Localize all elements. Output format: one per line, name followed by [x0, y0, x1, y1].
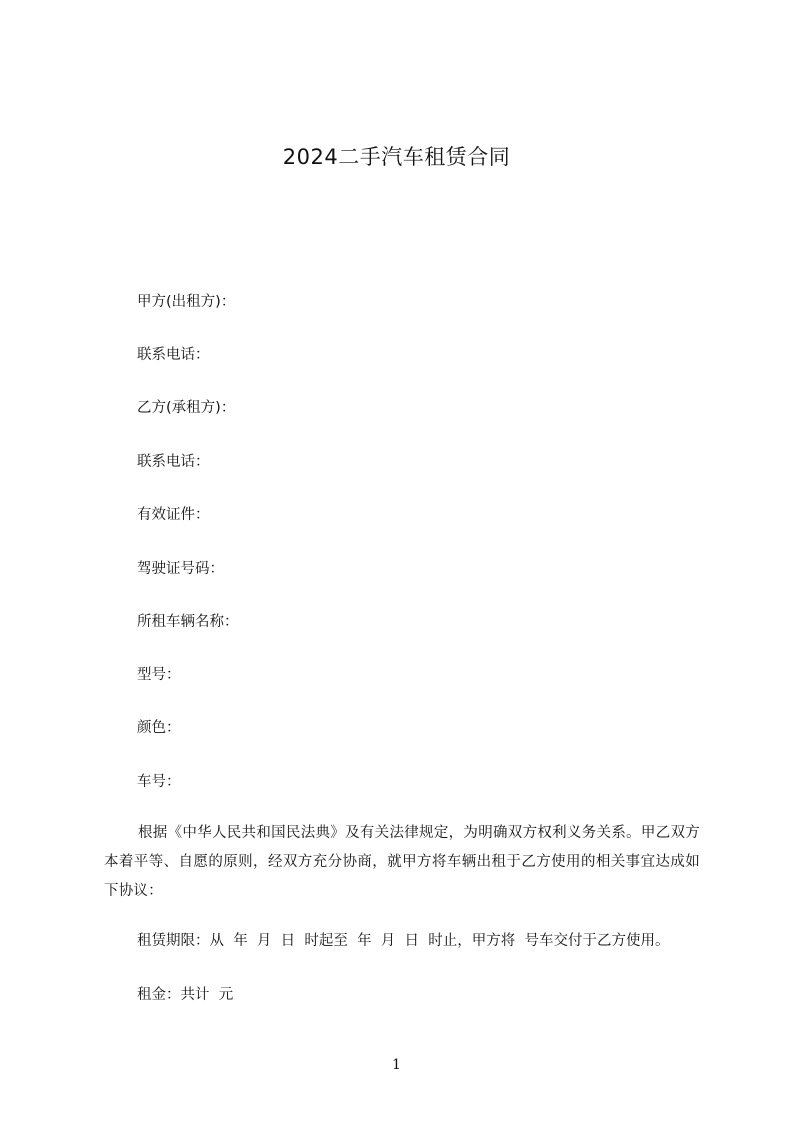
rent-clause: 租金：共计 元: [137, 987, 234, 1003]
lease-term-clause: 租赁期限：从 年 月 日 时起至 年 月 日 时止，甲方将 号车交付于乙方使用。: [137, 933, 670, 949]
model-label: 型号：: [137, 667, 181, 683]
party-b-label: 乙方(承租方)：: [137, 400, 236, 416]
party-a-label: 甲方(出租方)：: [137, 294, 236, 310]
plate-number-label: 车号：: [137, 774, 181, 790]
intro-paragraph: 根据《中华人民共和国民法典》及有关法律规定，为明确双方权利义务关系。甲乙双方本着平等、自愿的原则，经双方充分协商，就甲方将车辆出租于乙方使用的相关事宜达成如下协议：: [104, 825, 700, 899]
valid-id-label: 有效证件：: [137, 507, 210, 523]
color-label: 颜色：: [137, 720, 181, 736]
party-a-phone-label: 联系电话：: [137, 347, 210, 363]
vehicle-name-label: 所租车辆名称：: [137, 614, 239, 630]
party-b-phone-label: 联系电话：: [137, 454, 210, 470]
license-number-label: 驾驶证号码：: [137, 561, 224, 577]
document-title: 2024二手汽车租赁合同: [282, 145, 511, 169]
page-number: 1: [392, 1057, 401, 1073]
